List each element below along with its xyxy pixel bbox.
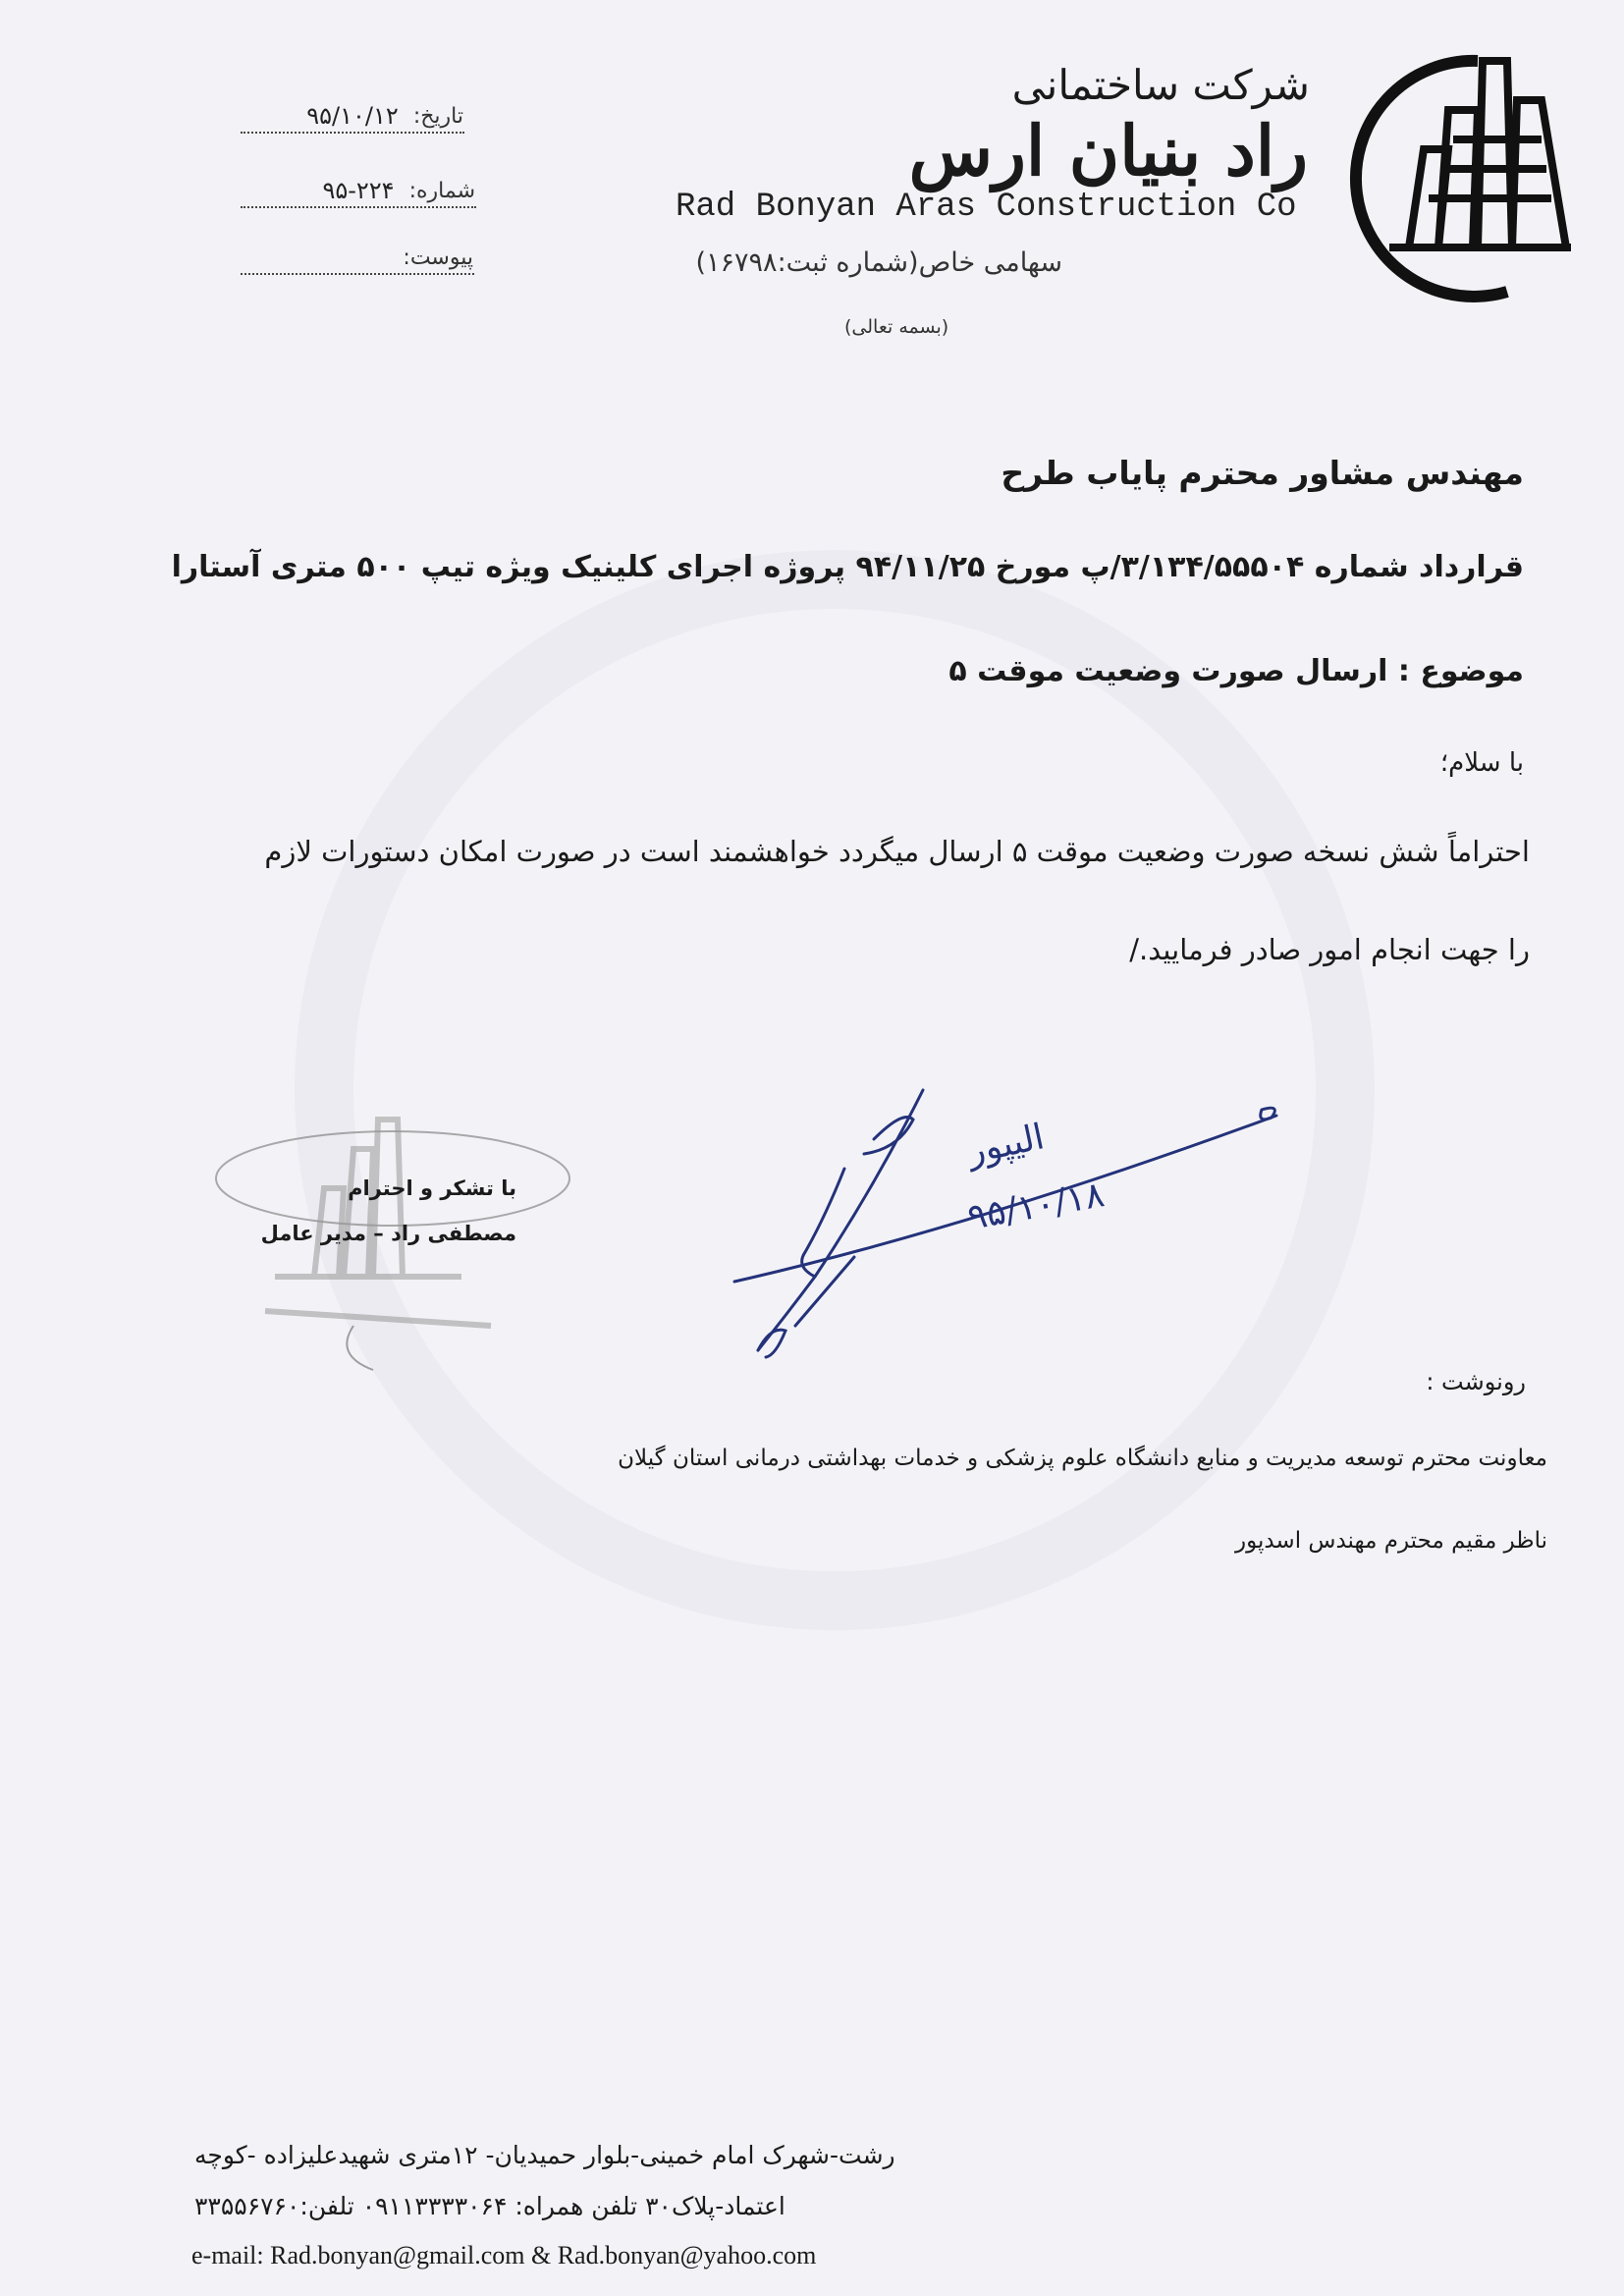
attachment-value [241,244,474,275]
number-label: شماره: [408,179,475,203]
date-label: تاریخ: [412,104,463,129]
registration-number: سهامی خاص(شماره ثبت:۱۶۷۹۸) [695,247,1062,278]
body-paragraph-line2: را جهت انجام امور صادر فرمایید./ [1129,933,1530,966]
greeting: با سلام؛ [1439,748,1524,778]
company-name: راد بنیان ارس [908,110,1308,191]
footer-phones: اعتماد-پلاک۳۰ تلفن همراه: ۰۹۱۱۳۳۳۳۰۶۴ تلفن:۳۳۵۵۶۷۶۰ [194,2192,785,2220]
body-paragraph-line1: احتراماً شش نسخه صورت وضعیت موقت ۵ ارسال میگردد خواهشمند است در صورت امکان دستورات لازم [264,835,1530,868]
attachment-label: پیوست: [403,246,473,270]
closing-thanks: با تشکر و احترام [348,1176,516,1200]
number-value: ۹۵-۲۲۴ [241,177,476,208]
company-stamp [206,1100,579,1394]
cc-recipient-2: ناظر مقیم محترم مهندس اسدپور [1234,1528,1547,1554]
addressee: مهندس مشاور محترم پایاب طرح [1001,454,1524,492]
handwritten-date: ۹۵/۱۰/۱۸ [964,1175,1108,1238]
footer-email: e-mail: Rad.bonyan@gmail.com & Rad.bonyan@yahoo.com [191,2241,817,2269]
company-name-en: Rad Bonyan Aras Construction Co [676,189,1297,226]
company-logo [1330,41,1576,306]
date-value: ۹۵/۱۰/۱۲ [241,102,464,134]
cc-recipient-1: معاونت محترم توسعه مدیریت و منابع دانشگاه علوم پزشکی و خدمات بهداشتی درمانی استان گیلان [618,1446,1547,1471]
handwritten-note: الیپور [963,1117,1049,1173]
basmala: (بسمه تعالی) [844,316,949,338]
subject: موضوع : ارسال صورت وضعیت موقت ۵ [948,654,1524,688]
contract-reference: قرارداد شماره ۳/۱۳۴/۵۵۵۰۴/پ مورخ ۹۴/۱۱/۲۵ پروژه اجرای کلینیک ویژه تیپ ۵۰۰ متری آستارا [171,550,1524,584]
company-prefix: شرکت ساختمانی [1011,61,1310,109]
cc-title: رونوشت : [1426,1368,1526,1395]
signer-name: مصطفی راد – مدیر عامل [260,1222,516,1245]
footer-address: رشت-شهرک امام خمینی-بلوار حمیدیان- ۱۲متری شهیدعلیزاده -کوچه [194,2141,895,2169]
